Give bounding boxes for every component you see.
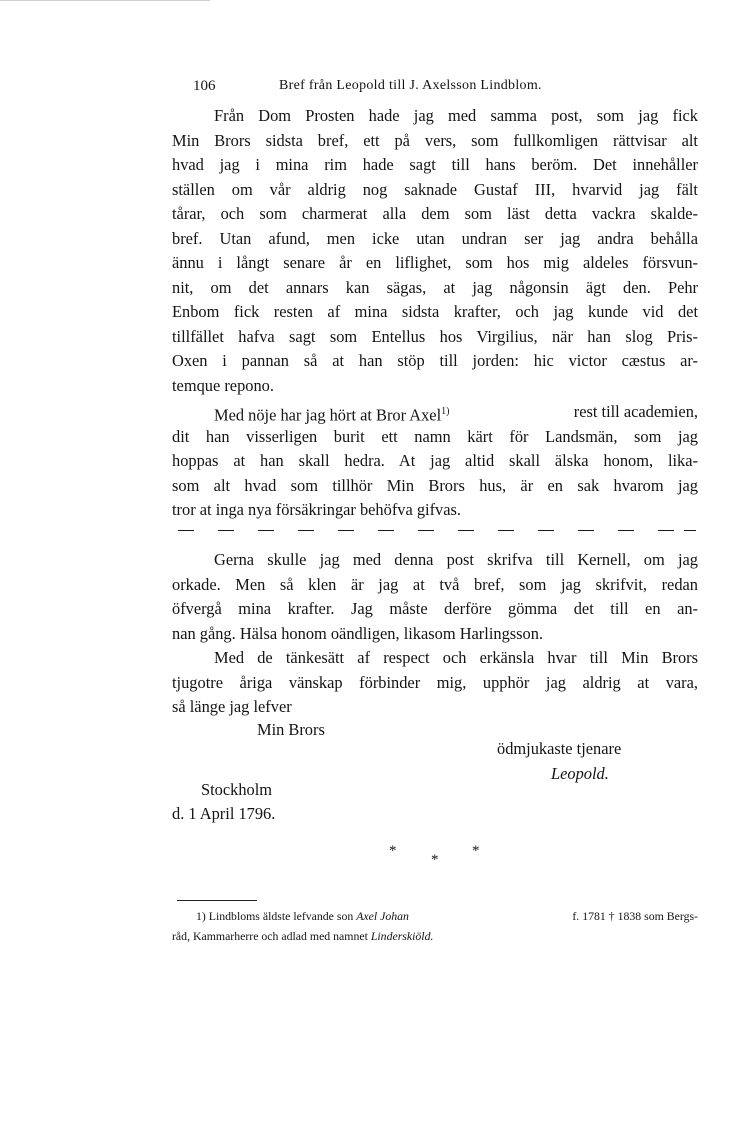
footnote-line-2: råd, Kammarherre och adlad med namnet Linderskiöld. [172, 929, 434, 943]
footnote-name: Axel Johan [356, 909, 409, 923]
text-line-head: Med nöje har jag hört at Bror Axel$^{1)}$ [214, 405, 450, 425]
text-line: orkade. Men så klen är jag at två bref, som jag skrifvit, redan [172, 574, 698, 594]
footnote-head: 1) Lindbloms äldste lefvande son Axel Johan [196, 909, 409, 923]
text-line: tillfället hafva sagt som Entellus hos Virgilius, när han slog Pris- [172, 326, 698, 346]
text-line: Gerna skulle jag med denna post skrifva till Kernell, om jag [214, 550, 698, 569]
dash [458, 530, 474, 531]
dash [418, 530, 434, 531]
asterism-star: * [431, 852, 439, 868]
dash [684, 530, 696, 531]
dash [298, 530, 314, 531]
dash [578, 530, 594, 531]
footnote-ref: 1) [441, 406, 450, 417]
text-line: tjugotre åriga vänskap förbinder mig, upphör jag aldrig at vara, [172, 672, 698, 692]
scan-edge-line [0, 0, 210, 1]
dash [498, 530, 514, 531]
text-line: så länge jag lefver [172, 697, 292, 716]
footnote-new-name: Linderskiöld. [370, 929, 434, 943]
text-line: temque repono. [172, 375, 274, 395]
dash [538, 530, 554, 531]
text-line: Från Dom Prosten hade jag med samma post, som jag fick [214, 106, 698, 125]
text-line: bref. Utan afund, men icke utan undran ser jag andra behålla [172, 228, 698, 248]
text-line: Med de tänkesätt af respect och erkänsla hvar till Min Brors [214, 648, 698, 667]
closing-salutation: Min Brors [257, 720, 325, 739]
text-line-tail: rest till academien, [573, 402, 698, 421]
text-line: nan gång. Hälsa honom oändligen, likasom Harlingsson. [172, 623, 544, 643]
dash [338, 530, 354, 531]
closing-servant: ödmjukaste tjenare [497, 739, 622, 758]
text-line: hvad jag i mina rim hade sagt till hans beröm. Det innehåller [172, 155, 698, 174]
text-line: tårar, och som charmerat alla dem som läst detta vackra skalde- [172, 204, 698, 223]
asterism-star: * [389, 843, 397, 859]
dash [178, 530, 194, 531]
text-line: tror at inga nya försäkringar behöfva gifvas. [172, 500, 462, 519]
dash [618, 530, 634, 531]
dash [658, 530, 674, 531]
page-number: 106 [193, 78, 216, 94]
text-line: som alt hvad som tillhör Min Brors hus, är en sak hvarom jag [172, 475, 698, 495]
signature: Leopold. [551, 764, 609, 783]
closing-date: d. 1 April 1796. [172, 804, 276, 823]
text-line: nit, om det annars kan sägas, at jag någonsin ägt den. Pehr [172, 277, 698, 297]
footnote-line-1 [196, 906, 698, 926]
footnote-rule [177, 900, 257, 901]
text-line: dit han visserligen burit ett namn kärt för Landsmän, som jag [172, 426, 698, 446]
text-line: öfvergå mina krafter. Jag måste derföre gömma det till en an- [172, 599, 698, 618]
dash [258, 530, 274, 531]
text-line [214, 400, 698, 424]
dash [378, 530, 394, 531]
text-line: Enbom fick resten af mina sidsta krafter, och jag kunde vid det [172, 302, 698, 321]
text-line: Min Brors sidsta bref, ett på vers, som fullkomligen rättvisar alt [172, 130, 698, 150]
text-line: Oxen i pannan så at han stöp till jorden: hic victor cæstus ar- [172, 351, 698, 370]
footnote-marker: 1) [196, 909, 206, 923]
dash [218, 530, 234, 531]
asterism-star: * [472, 843, 480, 859]
text-line: hoppas at han skall hedra. At jag altid skall älska honom, lika- [172, 451, 698, 470]
footnote-tail: f. 1781 † 1838 som Bergs- [572, 909, 698, 923]
closing-place: Stockholm [201, 780, 273, 799]
text-line: ännu i långt senare år en liflighet, som hos mig aldeles försvun- [172, 253, 698, 272]
text-line: ställen om vår aldrig nog saknade Gustaf III, hvarvid jag fält [172, 179, 698, 199]
running-title: Bref från Leopold till J. Axelsson Lindblom. [279, 78, 542, 93]
dash-separator [172, 524, 698, 536]
